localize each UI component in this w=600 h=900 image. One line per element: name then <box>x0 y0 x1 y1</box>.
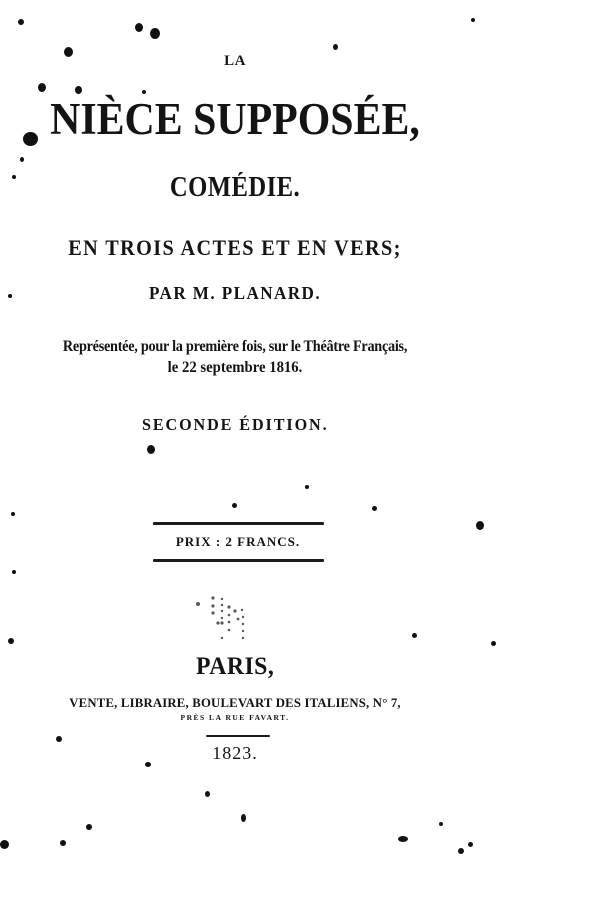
imprint-rule <box>206 735 270 737</box>
genre-label: COMÉDIE. <box>169 172 301 203</box>
performance-note-line-2: le 22 septembre 1816. <box>167 359 303 376</box>
library-stamp-icon <box>196 596 256 644</box>
edition-label: SECONDE ÉDITION. <box>141 415 329 434</box>
performance-note-line-1: Représentée, pour la première fois, sur le Théâtre Français, <box>62 338 408 355</box>
price-label: PRIX : 2 FRANCS. <box>175 534 301 549</box>
pre-title: LA <box>224 53 246 69</box>
imprint-publisher-address: PRÈS LA RUE FAVART. <box>180 713 290 722</box>
price-rule-top <box>153 522 324 525</box>
main-title: NIÈCE SUPPOSÉE, <box>50 94 420 144</box>
price-rule-bottom <box>153 559 324 562</box>
imprint-publisher: VENTE, LIBRAIRE, BOULEVART DES ITALIENS, N° 7, <box>69 695 401 710</box>
imprint-year: 1823. <box>212 743 258 763</box>
author-line: PAR M. PLANARD. <box>148 283 322 303</box>
form-description: EN TROIS ACTES ET EN VERS; <box>68 235 402 260</box>
imprint-city: PARIS, <box>195 653 275 680</box>
